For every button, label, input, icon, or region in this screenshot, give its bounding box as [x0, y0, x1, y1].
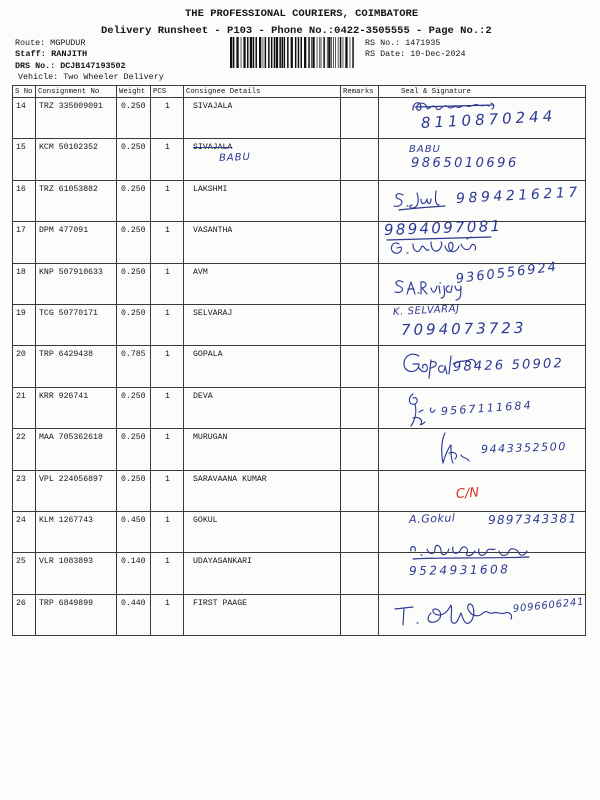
cell-sno-text: 26 — [16, 598, 26, 608]
cell-pcs — [151, 470, 184, 511]
cell-consignee-text: GOPALA — [193, 350, 223, 360]
barcode-bar — [243, 37, 245, 68]
cell-consignment-no — [36, 429, 117, 470]
cell-remarks — [341, 429, 379, 470]
cell-sno — [13, 263, 36, 304]
cell-sno — [13, 139, 36, 180]
cell-pcs-text: 1 — [165, 184, 170, 194]
cell-consignee — [184, 387, 341, 428]
cell-sno-text: 20 — [16, 350, 26, 360]
cell-sno — [13, 511, 36, 552]
cell-consignment-no-text: KLM 1267743 — [39, 515, 94, 525]
cell-pcs — [151, 429, 184, 470]
column-header-weight: Weight — [117, 86, 151, 98]
barcode-bar — [328, 37, 330, 68]
cell-consignment-no — [36, 387, 117, 428]
barcode-bar — [311, 37, 312, 68]
handwritten-text: 98426 50902 — [452, 356, 565, 376]
signature-stroke — [394, 191, 445, 210]
cell-consignee-text: VASANTHA — [193, 226, 233, 236]
column-header-signature: Seal & Signature — [379, 86, 586, 98]
barcode-bar — [304, 37, 306, 68]
column-header-consignee: Consignee Details — [184, 86, 341, 98]
handwritten-text: 9894097081 — [383, 217, 503, 240]
cell-consignee-text: AVM — [193, 267, 208, 277]
barcode-bar — [256, 37, 258, 68]
cell-consignment-no-text: KCM 50102352 — [39, 143, 98, 153]
runsheet-heading: Delivery Runsheet - P103 - Phone No.:0422-3505555 - Page No.:2 — [101, 25, 492, 37]
barcode-bar — [331, 37, 332, 68]
barcode — [230, 37, 356, 68]
barcode-bar — [333, 37, 334, 68]
cell-pcs — [151, 553, 184, 594]
signature-stroke — [387, 237, 491, 253]
cell-consignment-no — [36, 222, 117, 263]
barcode-bar — [259, 37, 261, 68]
cell-weight — [117, 98, 151, 139]
cell-signature — [379, 259, 586, 304]
barcode-bar — [295, 37, 297, 68]
barcode-bar — [241, 37, 242, 68]
route-label: Route: MGPUDUR — [15, 38, 86, 48]
cell-sno-text: 17 — [16, 226, 26, 236]
barcode-bar — [247, 37, 249, 68]
cell-consignment-no — [36, 263, 117, 304]
handwritten-text: 9524931608 — [408, 562, 511, 579]
barcode-bar — [350, 37, 351, 68]
cell-remarks — [341, 387, 379, 428]
handwritten-remark-red: C/N — [455, 484, 480, 502]
cell-sno — [13, 470, 36, 511]
cell-weight-text: 0.250 — [121, 433, 146, 443]
cell-sno — [13, 98, 36, 139]
cell-pcs — [151, 222, 184, 263]
cell-consignee-text: SIVAJALA — [193, 102, 233, 111]
barcode-bar — [301, 37, 303, 68]
cell-consignment-no-text: KRR 926741 — [39, 391, 89, 401]
cell-sno-text: 19 — [16, 308, 26, 318]
cell-weight-text: 0.785 — [121, 350, 146, 360]
cell-signature — [379, 217, 586, 263]
cell-signature — [379, 511, 586, 552]
handwritten-text: BABU — [409, 144, 441, 156]
cell-consignee-text: LAKSHMI — [193, 184, 228, 194]
handwritten-text: 9897343381 — [487, 511, 578, 527]
cell-consignee — [184, 139, 341, 180]
handwritten-text: A.Gokul — [408, 511, 456, 526]
cell-consignment-no — [36, 594, 117, 635]
cell-consignment-no — [36, 511, 117, 552]
cell-remarks — [341, 139, 379, 180]
table-row — [13, 387, 586, 428]
signature-stroke — [409, 394, 435, 426]
cell-weight — [117, 470, 151, 511]
cell-pcs-text: 1 — [165, 515, 170, 525]
handwritten-text: K. SELVARAJ — [392, 303, 460, 318]
barcode-bar — [319, 37, 320, 68]
cell-consignee — [184, 346, 341, 387]
cell-consignee — [184, 98, 341, 139]
cell-pcs — [151, 346, 184, 387]
cell-consignment-no-text: DPM 477091 — [39, 226, 89, 236]
rs-number: RS No.: 1471935 — [365, 38, 441, 48]
cell-consignee-text: SELVARAJ — [193, 308, 233, 318]
cell-signature — [379, 470, 586, 511]
barcode-bar — [343, 37, 344, 68]
cell-weight-text: 0.250 — [121, 102, 146, 111]
cell-consignee — [184, 304, 341, 345]
cell-weight — [117, 346, 151, 387]
barcode-bar — [335, 37, 336, 68]
barcode-bar — [274, 37, 276, 68]
cell-consignee-text: MURUGAN — [193, 433, 228, 443]
cell-consignment-no — [36, 346, 117, 387]
cell-consignment-no — [36, 139, 117, 180]
cell-sno — [13, 180, 36, 221]
table-row — [13, 553, 586, 594]
handwritten-text: 9096606241 — [512, 596, 585, 615]
cell-weight-text: 0.250 — [121, 226, 146, 236]
cell-weight — [117, 139, 151, 180]
cell-consignment-no-text: KNP 507910633 — [39, 267, 103, 277]
barcode-bar — [298, 37, 300, 68]
table-row — [13, 594, 586, 635]
cell-sno — [13, 553, 36, 594]
cell-weight-text: 0.250 — [121, 474, 146, 484]
cell-weight-text: 0.250 — [121, 143, 146, 153]
cell-consignment-no — [36, 470, 117, 511]
cell-pcs-text: 1 — [165, 350, 170, 360]
cell-consignment-no-text: VLR 1083893 — [39, 557, 94, 567]
cell-pcs-text: 1 — [165, 391, 170, 401]
cell-signature — [379, 429, 586, 470]
cell-pcs — [151, 263, 184, 304]
vehicle-label: Vehicle: Two Wheeler Delivery — [18, 72, 164, 82]
cell-weight-text: 0.250 — [121, 267, 146, 277]
cell-sno — [13, 429, 36, 470]
cell-pcs-text: 1 — [165, 474, 170, 484]
cell-weight-text: 0.450 — [121, 515, 146, 525]
column-header-consignment-no: Consignment No — [36, 86, 117, 98]
cell-weight — [117, 553, 151, 594]
cell-pcs-text: 1 — [165, 226, 170, 236]
signature-stroke — [442, 433, 469, 463]
consignee-correction: BABU — [218, 152, 252, 165]
cell-consignment-no-text: TRP 6849899 — [39, 598, 94, 608]
cell-weight — [117, 429, 151, 470]
table-row — [13, 139, 586, 180]
cell-pcs-text: 1 — [165, 433, 170, 443]
cell-weight — [117, 180, 151, 221]
barcode-bar — [265, 37, 267, 68]
runsheet-table — [12, 85, 586, 636]
cell-signature — [379, 304, 586, 345]
cell-pcs-text: 1 — [165, 267, 170, 277]
cell-consignee — [184, 429, 341, 470]
cell-remarks — [341, 222, 379, 263]
cell-consignee — [184, 553, 341, 594]
barcode-bar — [263, 37, 264, 68]
cell-pcs — [151, 180, 184, 221]
signature-stroke — [395, 604, 512, 625]
handwritten-text: 7094073723 — [400, 318, 527, 339]
table-row — [13, 304, 586, 345]
cell-consignment-no — [36, 304, 117, 345]
cell-weight-text: 0.250 — [121, 391, 146, 401]
barcode-bar — [340, 37, 342, 68]
cell-consignee — [184, 594, 341, 635]
cell-remarks — [341, 594, 379, 635]
cell-weight — [117, 304, 151, 345]
rs-date: RS Date: 10-Dec-2024 — [365, 49, 466, 59]
barcode-bar — [291, 37, 293, 68]
column-header-pcs: PCS — [151, 86, 184, 98]
signature-stroke — [395, 280, 461, 299]
table-row — [13, 98, 586, 139]
cell-consignee — [184, 263, 341, 304]
cell-consignment-no-text: TRZ 335009091 — [39, 102, 103, 111]
cell-signature — [379, 139, 586, 180]
staff-label: Staff: RANJITH — [15, 49, 88, 59]
barcode-bar — [308, 37, 310, 68]
cell-weight — [117, 222, 151, 263]
cell-sno-text: 18 — [16, 267, 26, 277]
barcode-bar — [276, 37, 278, 68]
barcode-bar — [284, 37, 286, 68]
cell-sno — [13, 387, 36, 428]
handwritten-text: 8110870244 — [420, 106, 557, 132]
cell-sno — [13, 594, 36, 635]
barcode-bar — [271, 37, 273, 68]
cell-consignee — [184, 222, 341, 263]
barcode-bar — [352, 37, 354, 68]
cell-consignment-no-text: MAA 705362618 — [39, 433, 103, 443]
table-row — [13, 222, 586, 263]
cell-signature — [379, 346, 586, 387]
column-header-remarks: Remarks — [341, 86, 379, 98]
cell-remarks — [341, 98, 379, 139]
barcode-bar — [321, 37, 322, 68]
cell-remarks — [341, 511, 379, 552]
cell-pcs-text: 1 — [165, 557, 170, 567]
cell-weight — [117, 594, 151, 635]
cell-consignee-text: UDAYASANKARI — [193, 557, 252, 567]
cell-consignee — [184, 180, 341, 221]
cell-weight-text: 0.440 — [121, 598, 146, 608]
table-row — [13, 263, 586, 304]
drs-number: DRS No.: DCJB147193502 — [15, 61, 126, 71]
cell-sno-text: 22 — [16, 433, 26, 443]
barcode-bar — [253, 37, 255, 68]
cell-pcs-text: 1 — [165, 598, 170, 608]
cell-sno — [13, 346, 36, 387]
cell-signature — [379, 98, 586, 139]
cell-remarks — [341, 553, 379, 594]
cell-signature — [379, 387, 586, 428]
cell-sno-text: 16 — [16, 184, 26, 194]
cell-sno-text: 25 — [16, 557, 26, 567]
cell-consignee-text: SARAVAANA KUMAR — [193, 474, 267, 484]
barcode-bar — [230, 37, 232, 68]
cell-weight — [117, 387, 151, 428]
cell-signature — [379, 594, 586, 635]
table-header-row — [13, 86, 586, 98]
barcode-bar — [327, 37, 328, 68]
barcode-bar — [268, 37, 270, 68]
barcode-bar — [279, 37, 281, 68]
handwritten-text: 9567111684 — [440, 398, 534, 418]
barcode-bar — [338, 37, 339, 68]
cell-sno-text: 21 — [16, 391, 26, 401]
barcode-bar — [250, 37, 252, 68]
cell-consignment-no-text: TCG 50770171 — [39, 308, 98, 318]
barcode-bar — [312, 37, 314, 68]
cell-remarks — [341, 304, 379, 345]
cell-remarks — [341, 470, 379, 511]
barcode-bar — [287, 37, 289, 68]
cell-signature — [379, 553, 586, 594]
table-row — [13, 511, 586, 552]
table-row — [13, 180, 586, 221]
cell-weight — [117, 511, 151, 552]
table-row — [13, 470, 586, 511]
cell-weight — [117, 263, 151, 304]
cell-consignment-no-text: TRP 6429438 — [39, 350, 94, 360]
cell-consignment-no — [36, 553, 117, 594]
barcode-bar — [345, 37, 347, 68]
handwritten-text: 9865010696 — [411, 156, 519, 172]
cell-consignee-text: FIRST PAAGE — [193, 598, 248, 608]
cell-pcs — [151, 98, 184, 139]
company-name: THE PROFESSIONAL COURIERS, COIMBATORE — [185, 8, 419, 20]
cell-signature — [379, 180, 586, 221]
cell-sno-text: 23 — [16, 474, 26, 484]
cell-consignee — [184, 470, 341, 511]
barcode-bar — [236, 37, 238, 68]
cell-remarks — [341, 346, 379, 387]
barcode-bar — [317, 37, 318, 68]
signature-stroke — [413, 103, 494, 111]
cell-pcs — [151, 387, 184, 428]
cell-sno-text: 15 — [16, 143, 26, 153]
cell-weight-text: 0.140 — [121, 557, 146, 567]
cell-pcs — [151, 594, 184, 635]
cell-sno — [13, 304, 36, 345]
handwritten-text: 9894216217 — [455, 184, 582, 207]
cell-sno-text: 24 — [16, 515, 26, 525]
cell-consignment-no — [36, 180, 117, 221]
barcode-bar — [233, 37, 235, 68]
cell-weight-text: 0.250 — [121, 184, 146, 194]
cell-consignment-no-text: VPL 224056897 — [39, 474, 103, 484]
barcode-bar — [323, 37, 325, 68]
table-row — [13, 346, 586, 387]
cell-pcs-text: 1 — [165, 143, 170, 153]
cell-pcs-text: 1 — [165, 308, 170, 318]
column-header-sno: S No — [13, 86, 36, 98]
cell-consignee-text: DEVA — [193, 391, 213, 401]
cell-sno-text: 14 — [16, 102, 26, 111]
handwritten-text: 9360556924 — [455, 259, 559, 287]
barcode-bar — [282, 37, 284, 68]
cell-consignee — [184, 511, 341, 552]
cell-pcs-text: 1 — [165, 102, 170, 111]
cell-consignment-no-text: TRZ 61053882 — [39, 184, 98, 194]
cell-weight-text: 0.250 — [121, 308, 146, 318]
cell-remarks — [341, 263, 379, 304]
cell-pcs — [151, 139, 184, 180]
cell-consignment-no — [36, 98, 117, 139]
cell-consignee-text: SIVAJALA — [193, 143, 233, 153]
cell-pcs — [151, 511, 184, 552]
handwritten-text: 9443352500 — [480, 440, 568, 457]
cell-consignee-text: GOKUL — [193, 515, 218, 525]
table-row — [13, 429, 586, 470]
cell-sno — [13, 222, 36, 263]
cell-pcs — [151, 304, 184, 345]
cell-remarks — [341, 180, 379, 221]
